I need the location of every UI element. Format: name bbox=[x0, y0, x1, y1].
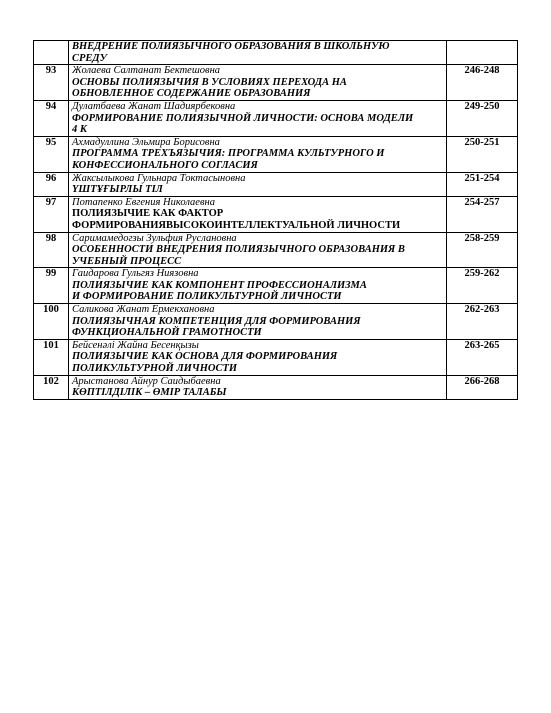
entry-number: 95 bbox=[34, 136, 69, 172]
entry-number: 102 bbox=[34, 375, 69, 399]
entry-pages: 246-248 bbox=[447, 65, 518, 101]
table-row bbox=[34, 196, 518, 232]
entry-author: Бейсенәлі Жайна Бесенқызы bbox=[72, 339, 199, 351]
table-row bbox=[34, 339, 518, 375]
entry-cell bbox=[69, 136, 447, 172]
entry-number: 97 bbox=[34, 196, 69, 232]
entry-author: Ахмадуллина Эльмира Борисовна bbox=[72, 136, 220, 148]
table-row bbox=[34, 232, 518, 268]
entry-cell bbox=[69, 232, 447, 268]
entry-pages: 263-265 bbox=[447, 339, 518, 375]
entry-cell bbox=[69, 100, 447, 136]
entry-pages: 254-257 bbox=[447, 196, 518, 232]
entry-pages: 262-263 bbox=[447, 304, 518, 340]
entry-number: 100 bbox=[34, 304, 69, 340]
entry-cell bbox=[69, 339, 447, 375]
entry-number: 101 bbox=[34, 339, 69, 375]
entry-cell bbox=[69, 65, 447, 101]
entry-title: ПОЛИЯЗЫЧИЕ КАК КОМПОНЕНТ ПРОФЕССИОНАЛИЗМА И ФОРМИРОВАНИЕ ПОЛИКУЛЬТУРНОЙ ЛИЧНОСТИ bbox=[72, 279, 367, 303]
table-row bbox=[34, 304, 518, 340]
entry-author: Саримамедогзы Зульфия Руслановна bbox=[72, 232, 237, 244]
entry-cell bbox=[69, 41, 447, 65]
entry-pages bbox=[447, 41, 518, 65]
entry-pages: 251-254 bbox=[447, 172, 518, 196]
entry-pages: 249-250 bbox=[447, 100, 518, 136]
table-row bbox=[34, 375, 518, 399]
entry-cell bbox=[69, 172, 447, 196]
entry-cell bbox=[69, 268, 447, 304]
entry-author: Потапенко Евгения Николаевна bbox=[72, 196, 215, 208]
entry-pages: 259-262 bbox=[447, 268, 518, 304]
contents-table bbox=[33, 40, 518, 400]
entry-title: ОСНОВЫ ПОЛИЯЗЫЧИЯ В УСЛОВИЯХ ПЕРЕХОДА НА ОБНОВЛЕННОЕ СОДЕРЖАНИЕ ОБРАЗОВАНИЯ bbox=[72, 76, 347, 100]
entry-number: 99 bbox=[34, 268, 69, 304]
entry-title: ПОЛИЯЗЫЧИЕ КАК ОСНОВА ДЛЯ ФОРМИРОВАНИЯ ПОЛИКУЛЬТУРНОЙ ЛИЧНОСТИ bbox=[72, 351, 338, 375]
table-row bbox=[34, 268, 518, 304]
entry-title: ПОЛИЯЗЫЧНАЯ КОМПЕТЕНЦИЯ ДЛЯ ФОРМИРОВАНИЯ ФУНКЦИОНАЛЬНОЙ ГРАМОТНОСТИ bbox=[72, 315, 361, 339]
table-row bbox=[34, 100, 518, 136]
entry-number bbox=[34, 41, 69, 65]
entry-cell bbox=[69, 304, 447, 340]
entry-cell bbox=[69, 196, 447, 232]
table-row bbox=[34, 136, 518, 172]
entry-number: 98 bbox=[34, 232, 69, 268]
entry-author: Дулатбаева Жанат Шадиярбековна bbox=[72, 100, 236, 112]
entry-title: ПРОГРАММА ТРЕХЪЯЗЫЧИЯ: ПРОГРАММА КУЛЬТУРНОГО И КОНФЕССИОНАЛЬНОГО СОГЛАСИЯ bbox=[72, 148, 385, 171]
entry-title: ОСОБЕННОСТИ ВНЕДРЕНИЯ ПОЛИЯЗЫЧНОГО ОБРАЗОВАНИЯ В УЧЕБНЫЙ ПРОЦЕСС bbox=[72, 244, 405, 267]
entry-author: Арыстанова Айнур Саидыбаевна bbox=[72, 375, 221, 387]
table-row bbox=[34, 41, 518, 65]
entry-title: КӨПТІЛДІЛІК – ӨМІР ТАЛАБЫ bbox=[72, 387, 227, 399]
entry-title: ҮШТҰҒЫРЛЫ ТІЛ bbox=[72, 184, 163, 196]
entry-author: Саликова Жанат Ермекхановна bbox=[72, 304, 215, 316]
entry-author: Жаксылыкова Гульнара Токтасыновна bbox=[72, 172, 246, 184]
contents-table-body bbox=[34, 41, 518, 400]
entry-title: ФОРМИРОВАНИЕ ПОЛИЯЗЫЧНОЙ ЛИЧНОСТИ: ОСНОВА МОДЕЛИ 4 К bbox=[72, 112, 414, 136]
entry-author: Жолаева Салтанат Бектешовна bbox=[72, 65, 221, 77]
entry-pages: 250-251 bbox=[447, 136, 518, 172]
entry-pages: 258-259 bbox=[447, 232, 518, 268]
entry-number: 93 bbox=[34, 65, 69, 101]
entry-title: ВНЕДРЕНИЕ ПОЛИЯЗЫЧНОГО ОБРАЗОВАНИЯ В ШКОЛЬНУЮ СРЕДУ bbox=[72, 41, 390, 64]
entry-number: 94 bbox=[34, 100, 69, 136]
entry-number: 96 bbox=[34, 172, 69, 196]
entry-author: Гаидарова Гульгяз Ниязовна bbox=[72, 268, 199, 280]
table-row bbox=[34, 172, 518, 196]
entry-cell bbox=[69, 375, 447, 399]
table-row bbox=[34, 65, 518, 101]
entry-title: ПОЛИЯЗЫЧИЕ КАК ФАКТОР ФОРМИРОВАНИЯВЫСОКОИНТЕЛЛЕКТУАЛЬНОЙ ЛИЧНОСТИ bbox=[72, 208, 401, 231]
entry-pages: 266-268 bbox=[447, 375, 518, 399]
